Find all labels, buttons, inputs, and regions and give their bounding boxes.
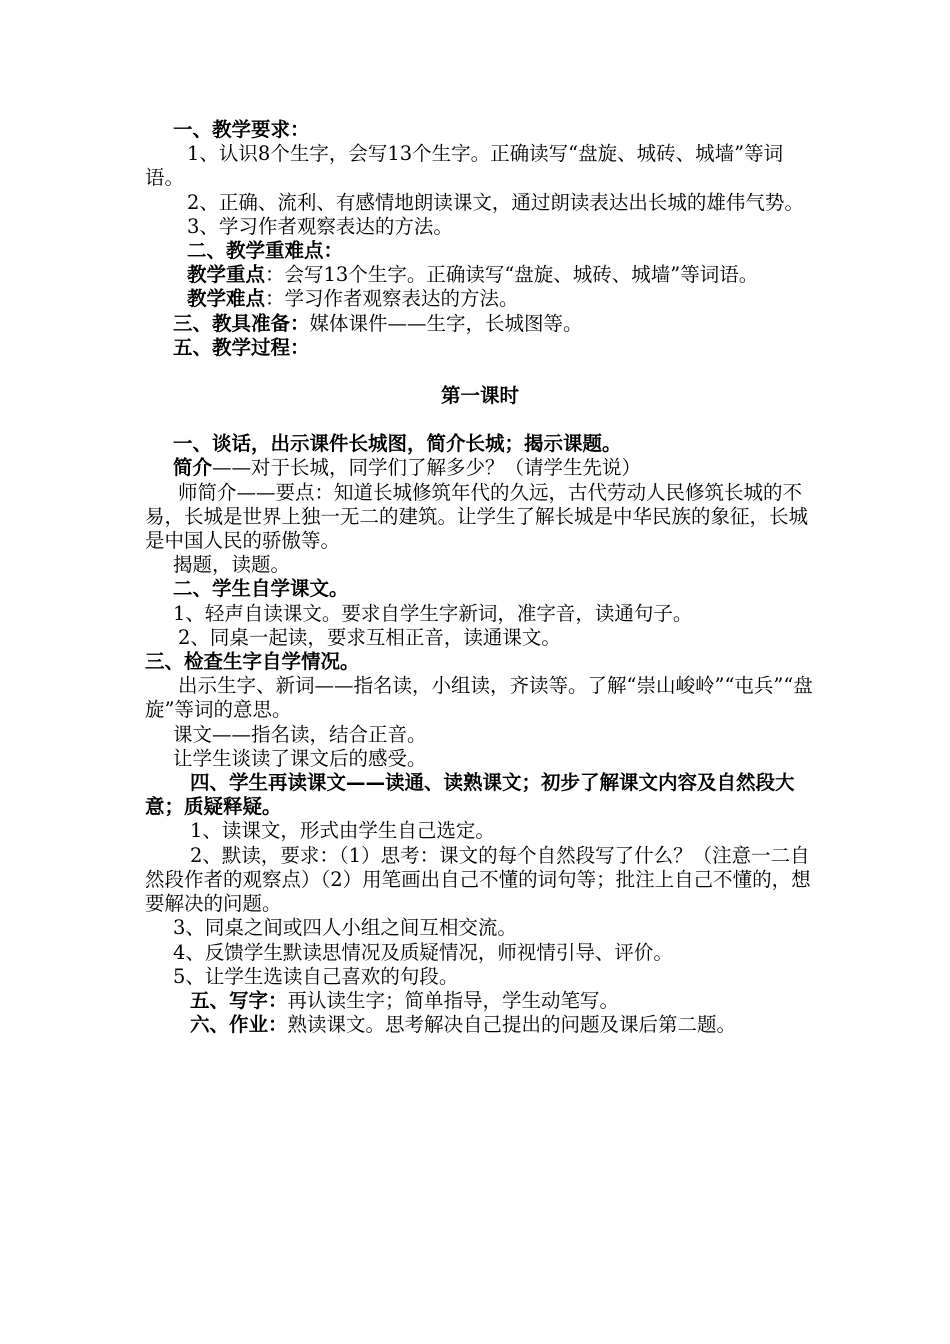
key-point: 教学重点：会写13个生字。正确读写“盘旋、城砖、城墙”等词语。	[187, 263, 759, 287]
section-teaching-requirements-title: 一、教学要求：	[173, 118, 310, 141]
section-key-difficult-title: 二、教学重难点：	[187, 239, 344, 263]
reveal-title: 揭题，读题。	[173, 553, 291, 577]
part-3-text-2: 课文——指名读，结合正音。	[173, 722, 427, 746]
lesson-heading: 第一课时	[440, 384, 519, 408]
part-4-item-1: 1、读课文，形式由学生自己选定。	[190, 819, 495, 843]
part-2-title: 二、学生自学课文。	[173, 577, 349, 601]
part-4-title: 四、学生再读课文——读通、读熟课文；初步了解课文内容及自然段大意；质疑释疑。	[145, 771, 795, 819]
part-4-item-2: 2、默读，要求：（1）思考：课文的每个自然段写了什么？（注意一二自然段作者的观察点）（2）用笔画出自己不懂的词句等；批注上自己不懂的，想要解决的问题。	[145, 843, 811, 916]
part-5-writing: 五、写字：再认读生字；简单指导，学生动笔写。	[190, 988, 620, 1012]
teacher-intro: 师简介——要点：知道长城修筑年代的久远，古代劳动人民修筑长城的不易，长城是世界上独一无二的建筑。让学生了解长城是中华民族的象征，长城是中国人民的骄傲等。	[145, 480, 809, 553]
part-3-text-3: 让学生谈读了课文后的感受。	[173, 746, 427, 770]
difficult-point: 教学难点：学习作者观察表达的方法。	[187, 287, 519, 311]
part-2-item-1: 1、轻声自读课文。要求自学生字新词，准字音，读通句子。	[173, 601, 693, 625]
part-2-item-2: 2、同桌一起读，要求互相正音，读通课文。	[178, 625, 561, 649]
document-page	[145, 118, 815, 1037]
requirement-item-2: 2、正确、流利、有感情地朗读课文，通过朗读表达出长城的雄伟气势。	[187, 190, 804, 214]
part-4-item-5: 5、让学生选读自己喜欢的句段。	[173, 964, 459, 988]
part-6-homework: 六、作业：熟读课文。思考解决自己提出的问题及课后第二题。	[190, 1013, 737, 1037]
part-3-text-1: 出示生字、新词——指名读，小组读，齐读等。了解“崇山峻岭”“屯兵”“盘旋”等词的意思。	[145, 674, 813, 722]
part-4-item-3: 3、同桌之间或四人小组之间互相交流。	[173, 916, 517, 940]
part-4-item-4: 4、反馈学生默读思情况及质疑情况，师视情引导、评价。	[173, 940, 673, 964]
requirement-item-3: 3、学习作者观察表达的方法。	[187, 214, 453, 238]
teaching-aids: 三、教具准备：媒体课件——生字，长城图等。	[173, 311, 583, 335]
requirement-item-1: 1、认识8个生字，会写13个生字。正确读写“盘旋、城砖、城墙”等词语。	[145, 142, 784, 190]
section-teaching-process-title: 五、教学过程：	[173, 335, 310, 359]
part-3-title: 三、检查生字自学情况。	[145, 650, 360, 674]
part-1-title: 一、谈话，出示课件长城图，简介长城；揭示课题。	[173, 432, 622, 456]
intro-question: 简介——对于长城，同学们了解多少？（请学生先说）	[173, 456, 642, 480]
